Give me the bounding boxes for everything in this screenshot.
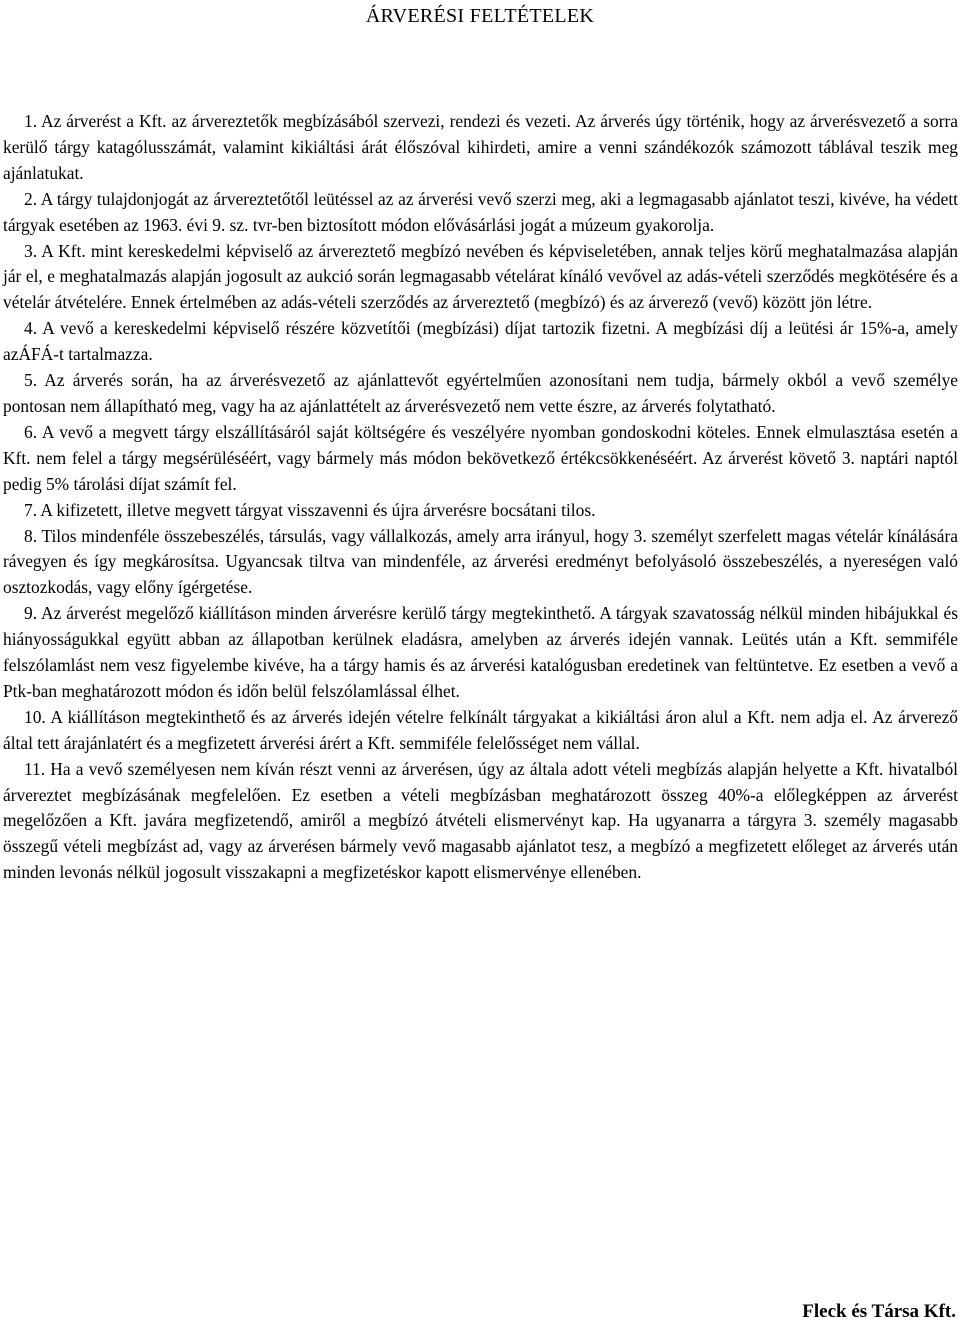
paragraph-6: 6. A vevő a megvett tárgy elszállításáról saját költségére és veszélyére nyomban gondoskodni köteles. Ennek elmulasztása esetén a Kft. nem felel a tárgy megsérüléséért, vagy bármely más módon bekövetkező értékcsökkenéséért. Az árverést követő 3. naptári naptól pedig 5% tárolási díjat számít fel. [3, 421, 958, 494]
page-title: ÁRVERÉSI FELTÉTELEK [365, 5, 595, 27]
paragraph-5: 5. Az árverés során, ha az árverésvezető az ajánlattevőt egyértelműen azonosítani nem tudja, bármely okból a vevő személye pontosan nem állapítható meg, vagy ha az ajánlattételt az árverésvezető nem vette észre, az árverés folytatható. [3, 370, 958, 416]
paragraph-11: 11. Ha a vevő személyesen nem kíván részt venni az árverésen, úgy az általa adott vételi megbízás alapján helyette a Kft. hivatalból árvereztet megbízásának megfelelően. Ez esetben a vételi megbízásban meghatározott összeg 40%-a előlegképpen az árverést megelőzően a Kft. javára megfizetendő, amiről a megbízó átvételi elismervényt kap. Ha ugyanarra a tárgyra 3. személy magasabb összegű vételi megbízást ad, vagy az árverésen bármely vevő magasabb ajánlatot tesz, a megbízó a megfizetett előleget az árverés után minden levonás nélkül jogosult visszakapni a megfizetéskor kapott elismervénye ellenében. [3, 758, 958, 883]
paragraph-2: 2. A tárgy tulajdonjogát az árvereztetőtől leütéssel az az árverési vevő szerzi meg, aki a legmagasabb ajánlatot teszi, kivéve, ha védett tárgyak esetében az 1963. évi 9. sz. tvr-ben biztosított módon elővásárlási jogát a múzeum gyakorolja. [3, 188, 958, 235]
terms-body [3, 109, 958, 886]
paragraph-8: 8. Tilos mindenféle összebeszélés, társulás, vagy vállalkozás, amely arra irányul, hogy 3. személyt szerfelett magas vételár kínálására rávegyen és így megkárosítsa. Ugyancsak tiltva van mindenféle, az árverési eredményt befolyásoló összebeszélés, a nyereségen való osztozkodás, vagy előny ígérgetése. [3, 525, 958, 598]
paragraph-4: 4. A vevő a kereskedelmi képviselő részére közvetítői (megbízási) díjat tartozik fizetni. A megbízási díj a leütési ár 15%-a, amely azÁFÁ-t tartalmazza. [3, 318, 958, 365]
paragraph-1: 1. Az árverést a Kft. az árvereztetők megbízásából szervezi, rendezi és vezeti. Az árverés úgy történik, hogy az árverésvezető a sorra kerülő tárgy katagólusszámát, valamint kikiáltási árát élőszóval kihirdeti, amire a venni szándékozók számozott táblával teszik meg ajánlatukat. [3, 111, 958, 183]
paragraph-3: 3. A Kft. mint kereskedelmi képviselő az árvereztető megbízó nevében és képviseletében, annak teljes körű meghatalmazása alapján jár el, e meghatalmazás alapján jogosult az aukció során legmagasabb vételárat kínáló vevővel az adás-vételi szerződés megkötésére és a vételár átvételére. Ennek értelmében az adás-vételi szerződés az árvereztető (megbízó) és az árverező (vevő) között jön létre. [3, 240, 958, 313]
paragraph-7: 7. A kifizetett, illetve megvett tárgyat visszavenni és újra árverésre bocsátani tilos. [24, 499, 596, 520]
paragraph-9: 9. Az árverést megelőző kiállításon minden árverésre kerülő tárgy megtekinthető. A tárgyak szavatosság nélkül minden hibájukkal és hiányosságukkal együtt abban az állapotban kerülnek eladásra, amelyben az árverés idején vannak. Leütés után a Kft. semmiféle felszólamlást nem vesz figyelembe kivéve, ha a tárgy hamis és az árverési katalógusban eredetinek van feltüntetve. Ez esetben a vevő a Ptk-ban meghatározott módon és időn belül felszólamlással élhet. [3, 603, 958, 701]
company-signature: Fleck és Társa Kft. [802, 1301, 956, 1322]
paragraph-10: 10. A kiállításon megtekinthető és az árverés idején vételre felkínált tárgyakat a kikiáltási áron alul a Kft. nem adja el. Az árverező által tett árajánlatért és a megfizetett árverési árért a Kft. semmiféle felelősséget nem vállal. [3, 706, 958, 753]
